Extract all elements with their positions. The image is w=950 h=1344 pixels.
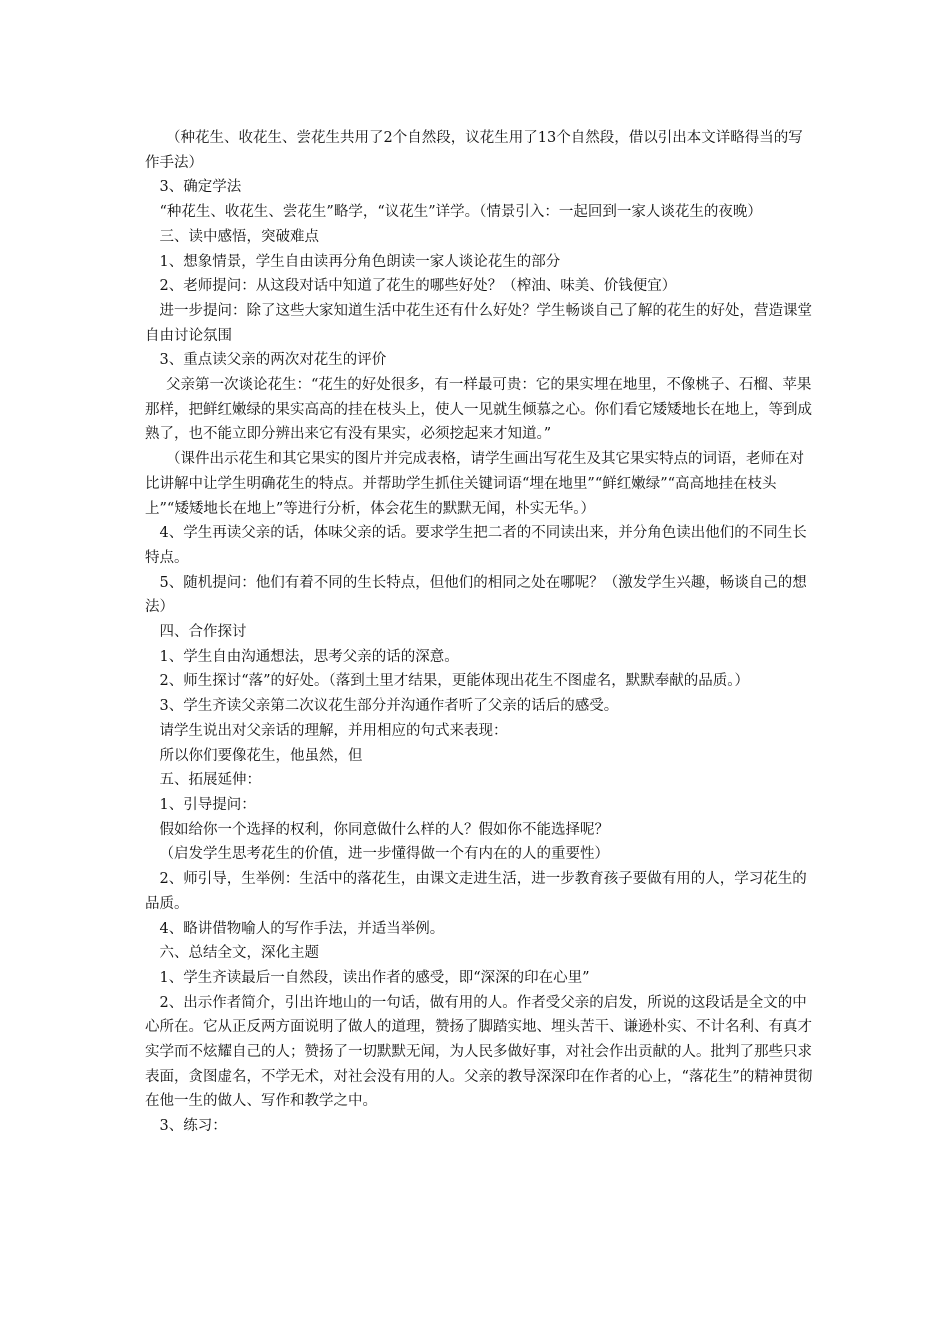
paragraph: 请学生说出对父亲话的理解，并用相应的句式来表现： xyxy=(159,722,508,739)
paragraph: （启发学生思考花生的价值，进一步懂得做一个有内在的人的重要性） xyxy=(159,846,609,863)
paragraph: 所以你们要像花生，他虽然，但 xyxy=(159,747,363,764)
paragraph: 1、想象情景，学生自由读再分角色朗读一家人谈论花生的部分 xyxy=(159,253,561,270)
paragraph: 父亲第一次谈论花生：“花生的好处很多，有一样最可贵：它的果实埋在地里，不像桃子、石榴、苹果那样，把鲜红嫩绿的果实高高的挂在枝头上，使人一见就生倾慕之心。你们看它矮矮地长在地上，等到成熟了，也不能立即分辨出来它有没有果实，必须挖起来才知道。” xyxy=(145,377,812,443)
section-heading: 三、读中感悟，突破难点 xyxy=(159,228,319,245)
paragraph: 2、师引导，生举例：生活中的落花生，由课文走进生活，进一步教育孩子要做有用的人，学习花生的品质。 xyxy=(145,871,807,912)
paragraph: 3、确定学法 xyxy=(159,179,242,196)
section-heading: 四、合作探讨 xyxy=(159,624,247,641)
paragraph: 2、师生探讨“落”的好处。（落到土里才结果，更能体现出花生不图虚名，默默奉献的品质。） xyxy=(159,673,750,690)
paragraph: 3、练习： xyxy=(159,1118,227,1135)
paragraph: 1、学生自由沟通想法，思考父亲的话的深意。 xyxy=(159,648,459,665)
paragraph: 4、学生再读父亲的话，体味父亲的话。要求学生把二者的不同读出来，并分角色读出他们的不同生长特点。 xyxy=(145,525,807,566)
paragraph: 1、学生齐读最后一自然段，读出作者的感受，即“深深的印在心里” xyxy=(159,969,590,986)
paragraph: 3、学生齐读父亲第二次议花生部分并沟通作者听了父亲的话后的感受。 xyxy=(159,698,619,715)
paragraph: 2、出示作者简介，引出许地山的一句话，做有用的人。作者受父亲的启发，所说的这段话是全文的中心所在。它从正反两方面说明了做人的道理，赞扬了脚踏实地、埋头苦干、谦逊朴实、不计名利、有真才实学而不炫耀自己的人；赞扬了一切默默无闻，为人民多做好事，对社会作出贡献的人。批判了那些只求表面，贪图虚名，不学无术，对社会没有用的人。父亲的教导深深印在作者的心上，“落花生”的精神贯彻在他一生的做人、写作和教学之中。 xyxy=(145,994,813,1110)
paragraph: （课件出示花生和其它果实的图片并完成表格，请学生画出写花生及其它果实特点的词语，老师在对比讲解中让学生明确花生的特点。并帮助学生抓住关键词语“埋在地里”“鲜红嫩绿”“高高地挂在枝头上”“矮矮地长在地上”等进行分析，体会花生的默默无闻，朴实无华。） xyxy=(145,451,805,517)
paragraph: 4、略讲借物喻人的写作手法，并适当举例。 xyxy=(159,920,445,937)
paragraph: 进一步提问：除了这些大家知道生活中花生还有什么好处？学生畅谈自己了解的花生的好处，营造课堂自由讨论氛围 xyxy=(145,302,812,344)
paragraph: 假如给你一个选择的权利，你同意做什么样的人？假如你不能选择呢？ xyxy=(159,821,609,838)
section-heading: 五、拓展延伸： xyxy=(159,772,261,789)
paragraph: 5、随机提问：他们有着不同的生长特点，但他们的相同之处在哪呢？（激发学生兴趣，畅谈自己的想法） xyxy=(145,574,807,616)
section-heading: 六、总结全文，深化主题 xyxy=(159,945,319,962)
paragraph: 1、引导提问： xyxy=(159,796,256,813)
paragraph: 2、老师提问：从这段对话中知道了花生的哪些好处？（榨油、味美、价钱便宜） xyxy=(159,278,677,295)
paragraph: “种花生、收花生、尝花生”略学，“议花生”详学。（情景引入：一起回到一家人谈花生的夜晚） xyxy=(159,204,762,221)
paragraph: （种花生、收花生、尝花生共用了2个自然段，议花生用了13个自然段，借以引出本文详略得当的写作手法） xyxy=(145,130,803,171)
paragraph: 3、重点读父亲的两次对花生的评价 xyxy=(159,352,387,369)
document-body xyxy=(145,126,815,1139)
